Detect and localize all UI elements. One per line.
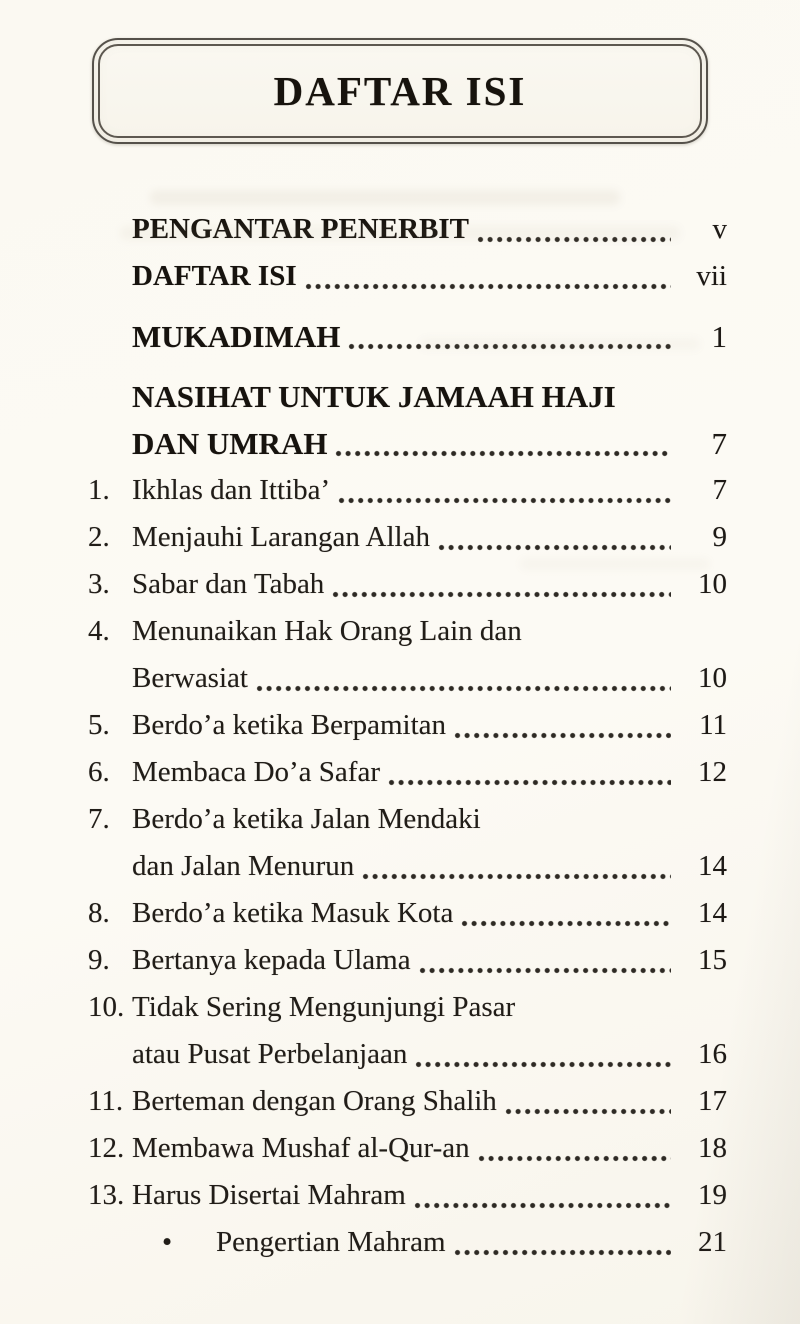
toc-row — [88, 313, 727, 360]
entry-text: Sabar dan Tabah — [132, 568, 325, 600]
toc-row — [88, 561, 727, 608]
dot-leader — [438, 543, 671, 552]
title-box — [92, 38, 708, 144]
bullet-icon: • — [162, 1226, 173, 1258]
entry-number: 13. — [88, 1179, 125, 1211]
entry-number: 10. — [88, 991, 125, 1023]
entry-text: Membaca Do’a Safar — [132, 756, 380, 788]
entry-page: 12 — [698, 756, 727, 788]
dot-leader — [388, 778, 671, 787]
entry-number: 7. — [88, 803, 110, 835]
dot-leader — [478, 1154, 671, 1163]
dot-leader — [338, 496, 671, 505]
entry-page: v — [712, 213, 727, 245]
toc-row — [88, 890, 727, 937]
entry-text: Berwasiat — [132, 662, 248, 694]
toc-row — [88, 206, 727, 253]
entry-text: Berdo’a ketika Berpamitan — [132, 709, 447, 741]
entry-text: Harus Disertai Mahram — [132, 1179, 406, 1211]
entry-text: Bertanya kepada Ulama — [132, 944, 411, 976]
toc-row — [88, 1172, 727, 1219]
dot-leader — [415, 1060, 671, 1069]
toc-row — [88, 467, 727, 514]
entry-number: 9. — [88, 944, 110, 976]
entry-page: 21 — [698, 1226, 727, 1258]
toc-row — [88, 984, 727, 1031]
dot-leader — [454, 1248, 671, 1257]
entry-number: 8. — [88, 897, 110, 929]
entry-number: 11. — [88, 1085, 124, 1117]
entry-text: Berdo’a ketika Jalan Mendaki — [132, 803, 481, 835]
dot-leader — [305, 282, 671, 291]
dot-leader — [419, 966, 671, 975]
dot-leader — [477, 235, 671, 244]
entry-page: 7 — [711, 426, 727, 461]
entry-text: PENGANTAR PENERBIT — [132, 213, 470, 245]
entry-page: 1 — [711, 319, 727, 354]
entry-page: 10 — [698, 568, 727, 600]
entry-number: 5. — [88, 709, 110, 741]
toc-row — [88, 1219, 727, 1266]
dot-leader — [256, 684, 671, 693]
entry-page: 10 — [698, 662, 727, 694]
toc-row — [88, 608, 727, 655]
entry-page: 18 — [698, 1132, 727, 1164]
page-title: DAFTAR ISI — [273, 68, 527, 114]
toc-row — [88, 937, 727, 984]
entry-text: Menjauhi Larangan Allah — [132, 521, 430, 553]
entry-page: 9 — [712, 521, 727, 553]
entry-text: Berdo’a ketika Masuk Kota — [132, 897, 454, 929]
entry-page: 14 — [698, 850, 727, 882]
entry-page: 14 — [698, 897, 727, 929]
toc-row — [88, 655, 727, 702]
toc-row — [88, 749, 727, 796]
dot-leader — [454, 731, 671, 740]
dot-leader — [335, 449, 671, 458]
scanned-book-page — [0, 38, 800, 1324]
entry-page: 17 — [698, 1085, 727, 1117]
entry-text: Berteman dengan Orang Shalih — [132, 1085, 497, 1117]
entry-number: 3. — [88, 568, 110, 600]
dot-leader — [362, 872, 671, 881]
entry-text: DAN UMRAH — [132, 426, 328, 461]
entry-text: NASIHAT UNTUK JAMAAH HAJI — [132, 379, 616, 414]
toc-row — [88, 1078, 727, 1125]
entry-text: Menunaikan Hak Orang Lain dan — [132, 615, 522, 647]
entry-page: vii — [696, 260, 727, 292]
toc-row — [88, 514, 727, 561]
toc-row — [88, 1031, 727, 1078]
toc-list — [0, 206, 800, 1266]
dot-leader — [505, 1107, 671, 1116]
entry-number: 1. — [88, 474, 110, 506]
entry-number: 12. — [88, 1132, 125, 1164]
entry-text: MUKADIMAH — [132, 319, 341, 354]
entry-text: Tidak Sering Mengunjungi Pasar — [132, 991, 516, 1023]
entry-number: 2. — [88, 521, 110, 553]
entry-page: 11 — [699, 709, 727, 741]
dot-leader — [332, 590, 671, 599]
entry-page: 19 — [698, 1179, 727, 1211]
toc-row — [88, 843, 727, 890]
entry-number: 6. — [88, 756, 110, 788]
entry-text: DAFTAR ISI — [132, 260, 297, 292]
entry-text: Pengertian Mahram — [216, 1226, 446, 1258]
entry-number: 4. — [88, 615, 110, 647]
toc-row — [88, 702, 727, 749]
entry-page: 16 — [698, 1038, 727, 1070]
entry-text: Ikhlas dan Ittiba’ — [132, 474, 331, 506]
entry-text: dan Jalan Menurun — [132, 850, 355, 882]
bleed-through-artifact — [150, 190, 620, 205]
entry-text: atau Pusat Perbelanjaan — [132, 1038, 408, 1070]
dot-leader — [461, 919, 671, 928]
entry-page: 7 — [712, 474, 727, 506]
entry-page: 15 — [698, 944, 727, 976]
dot-leader — [414, 1201, 671, 1210]
toc-row — [88, 796, 727, 843]
toc-row — [88, 420, 727, 467]
entry-text: Membawa Mushaf al-Qur-an — [132, 1132, 470, 1164]
toc-row — [88, 1125, 727, 1172]
toc-row — [88, 373, 727, 420]
toc-row — [88, 253, 727, 300]
dot-leader — [348, 342, 671, 351]
